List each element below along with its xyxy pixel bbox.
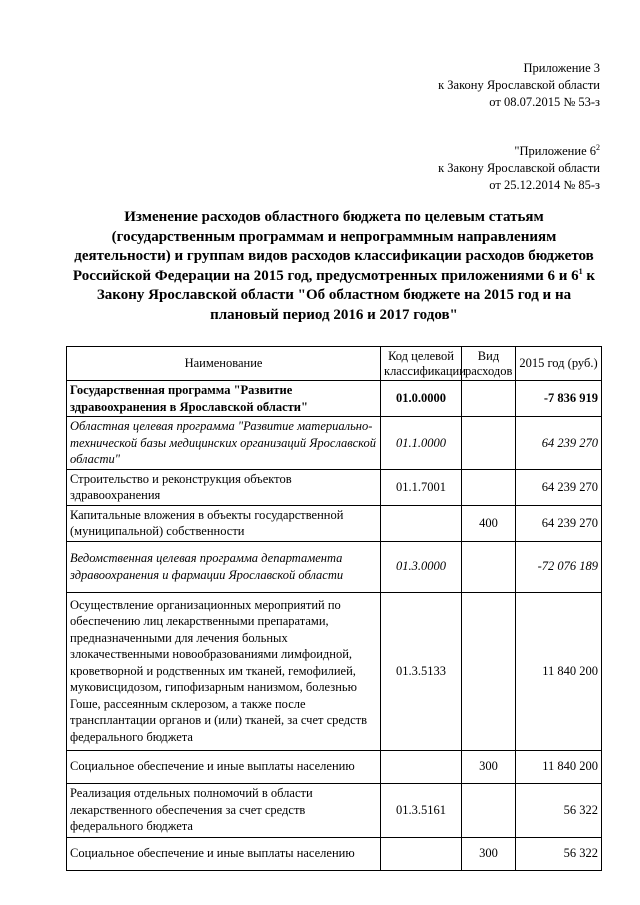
appendix-1-date: от 08.07.2015 № 53-з bbox=[489, 95, 600, 109]
row-code bbox=[381, 505, 462, 541]
table-row bbox=[67, 783, 602, 837]
row-type bbox=[462, 541, 516, 592]
row-code: 01.1.0000 bbox=[381, 417, 462, 470]
row-name: Социальное обеспечение и иные выплаты населению bbox=[67, 750, 381, 783]
appendix-reference-1 bbox=[438, 60, 600, 111]
table-row bbox=[67, 750, 602, 783]
appendix-2-law: к Закону Ярославской области bbox=[438, 161, 600, 175]
row-type bbox=[462, 469, 516, 505]
row-name: Социальное обеспечение и иные выплаты населению bbox=[67, 837, 381, 870]
row-sum: 56 322 bbox=[516, 783, 602, 837]
row-sum: 64 239 270 bbox=[516, 505, 602, 541]
row-sum: -7 836 919 bbox=[516, 381, 602, 417]
appendix-reference-2 bbox=[438, 143, 600, 194]
row-type bbox=[462, 417, 516, 470]
table-row bbox=[67, 541, 602, 592]
table-row bbox=[67, 837, 602, 870]
row-name: Областная целевая программа "Развитие материально-технической базы медицинских организаций Ярославской области" bbox=[67, 417, 381, 470]
row-code: 01.3.5133 bbox=[381, 592, 462, 750]
row-code: 01.0.0000 bbox=[381, 381, 462, 417]
row-type: 300 bbox=[462, 837, 516, 870]
title-part-2: к Закону Ярославской области "Об областном бюджете на 2015 год и на плановый период 2016 и 2017 годов" bbox=[96, 267, 596, 323]
row-sum: 11 840 200 bbox=[516, 750, 602, 783]
row-code bbox=[381, 750, 462, 783]
appendix-2-title-text: "Приложение 6 bbox=[514, 144, 596, 158]
row-sum: 64 239 270 bbox=[516, 469, 602, 505]
row-code bbox=[381, 837, 462, 870]
title-part-1: Изменение расходов областного бюджета по целевым статьям (государственным программам и непрограммным направлениям деятельности) и группам видов расходов классификации расходов бюджетов Российской Федерации на 2015 год, предусмотренных приложениями 6 и 6 bbox=[72, 209, 594, 284]
header-name: Наименование bbox=[67, 347, 381, 381]
row-type bbox=[462, 783, 516, 837]
row-sum: 64 239 270 bbox=[516, 417, 602, 470]
appendix-1-title: Приложение 3 bbox=[523, 61, 600, 75]
appendix-2-date: от 25.12.2014 № 85-з bbox=[489, 178, 600, 192]
appendix-1-law: к Закону Ярославской области bbox=[438, 78, 600, 92]
table-row bbox=[67, 592, 602, 750]
row-code: 01.1.7001 bbox=[381, 469, 462, 505]
appendix-2-superscript: 2 bbox=[596, 142, 600, 152]
header-type: Вид расходов bbox=[462, 347, 516, 381]
budget-table bbox=[66, 346, 602, 871]
table-row bbox=[67, 505, 602, 541]
header-code: Код целевой классификации bbox=[381, 347, 462, 381]
row-code: 01.3.5161 bbox=[381, 783, 462, 837]
row-sum: 56 322 bbox=[516, 837, 602, 870]
row-sum: 11 840 200 bbox=[516, 592, 602, 750]
row-name: Капитальные вложения в объекты государственной (муниципальной) собственности bbox=[67, 505, 381, 541]
row-type: 400 bbox=[462, 505, 516, 541]
table-header-row bbox=[67, 347, 602, 381]
row-type bbox=[462, 592, 516, 750]
row-name: Реализация отдельных полномочий в области лекарственного обеспечения за счет средств федерального бюджета bbox=[67, 783, 381, 837]
appendix-2-title bbox=[438, 143, 600, 160]
row-name: Государственная программа "Развитие здравоохранения в Ярославской области" bbox=[67, 381, 381, 417]
title-superscript: 1 bbox=[578, 266, 583, 276]
row-name: Ведомственная целевая программа департамента здравоохранения и фармации Ярославской области bbox=[67, 541, 381, 592]
table-row bbox=[67, 381, 602, 417]
row-type: 300 bbox=[462, 750, 516, 783]
row-sum: -72 076 189 bbox=[516, 541, 602, 592]
table-row bbox=[67, 469, 602, 505]
row-type bbox=[462, 381, 516, 417]
header-sum: 2015 год (руб.) bbox=[516, 347, 602, 381]
document-title bbox=[68, 208, 600, 325]
row-name: Строительство и реконструкция объектов здравоохранения bbox=[67, 469, 381, 505]
row-name: Осуществление организационных мероприятий по обеспечению лиц лекарственными препаратами, предназначенными для лечения больных злокачественными новообразованиями лимфоидной, кроветворной и родственных им тканей, гемофилией, муковисцидозом, гипофизарным нанизмом, болезнью Гоше, рассеянным склерозом, а также после трансплантации органов и (или) тканей, за счет средств федерального бюджета bbox=[67, 592, 381, 750]
table-row bbox=[67, 417, 602, 470]
row-code: 01.3.0000 bbox=[381, 541, 462, 592]
